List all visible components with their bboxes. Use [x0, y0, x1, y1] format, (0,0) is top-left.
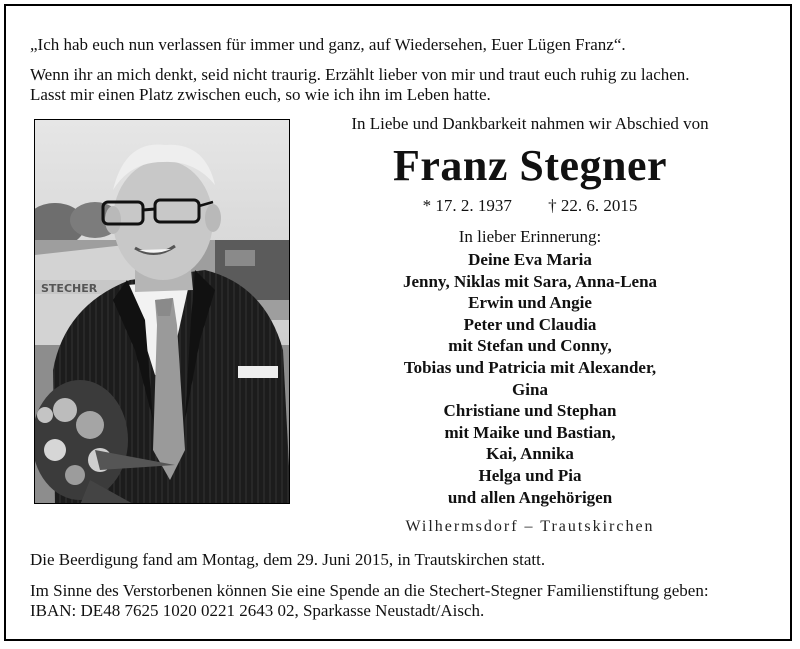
mourner-line: Christiane und Stephan [443, 401, 617, 421]
mourner-line: Deine Eva Maria [468, 250, 592, 269]
mourner-line: mit Maike und Bastian, [444, 422, 616, 442]
places-text: Wilhermsdorf – Trautskirchen [405, 518, 655, 535]
mourners-list [310, 249, 750, 508]
mourner-line: mit Stefan und Conny, [448, 336, 612, 356]
photo-sign-text: STECHER [41, 282, 98, 295]
donation-line-1: Im Sinne des Verstorbenen können Sie eine Spende an die Stechert-Stegner Familienstiftung geben: [30, 581, 709, 600]
message-line-1: Wenn ihr an mich denkt, seid nicht traurig. Erzählt lieber von mir und traut euch ruhig zu lachen. [30, 65, 690, 84]
mourner-line: und allen Angehörigen [447, 487, 613, 507]
mourner-line: Erwin und Angie [468, 293, 592, 313]
funeral-notice: Die Beerdigung fand am Montag, dem 29. Juni 2015, in Trautskirchen statt. [30, 550, 546, 569]
mourner-line: Tobias und Patricia mit Alexander, [403, 357, 657, 377]
mourner-line: Kai, Annika [486, 444, 574, 464]
life-dates [310, 195, 750, 217]
remembrance-heading: In lieber Erinnerung: [458, 227, 602, 246]
deceased-name: Franz Stegner [392, 141, 668, 190]
birth-date: * 17. 2. 1937 [422, 196, 512, 215]
mourner-line: Gina [512, 379, 548, 399]
donation-line-2: IBAN: DE48 7625 1020 0221 2643 02, Sparkasse Neustadt/Aisch. [30, 601, 485, 620]
mourner-line: Jenny, Niklas mit Sara, Anna-Lena [402, 271, 658, 291]
mourner-line: Peter und Claudia [463, 314, 597, 334]
intro-text: In Liebe und Dankbarkeit nahmen wir Abschied von [351, 114, 709, 133]
death-date: † 22. 6. 2015 [548, 196, 638, 215]
mourner-line: Helga und Pia [478, 465, 582, 485]
message-line-2: Lasst mir einen Platz zwischen euch, so wie ich ihn im Leben hatte. [30, 85, 491, 104]
quote-text: „Ich hab euch nun verlassen für immer und ganz, auf Wiedersehen, Euer Lügen Franz“. [30, 35, 626, 54]
portrait-photo [34, 119, 290, 504]
